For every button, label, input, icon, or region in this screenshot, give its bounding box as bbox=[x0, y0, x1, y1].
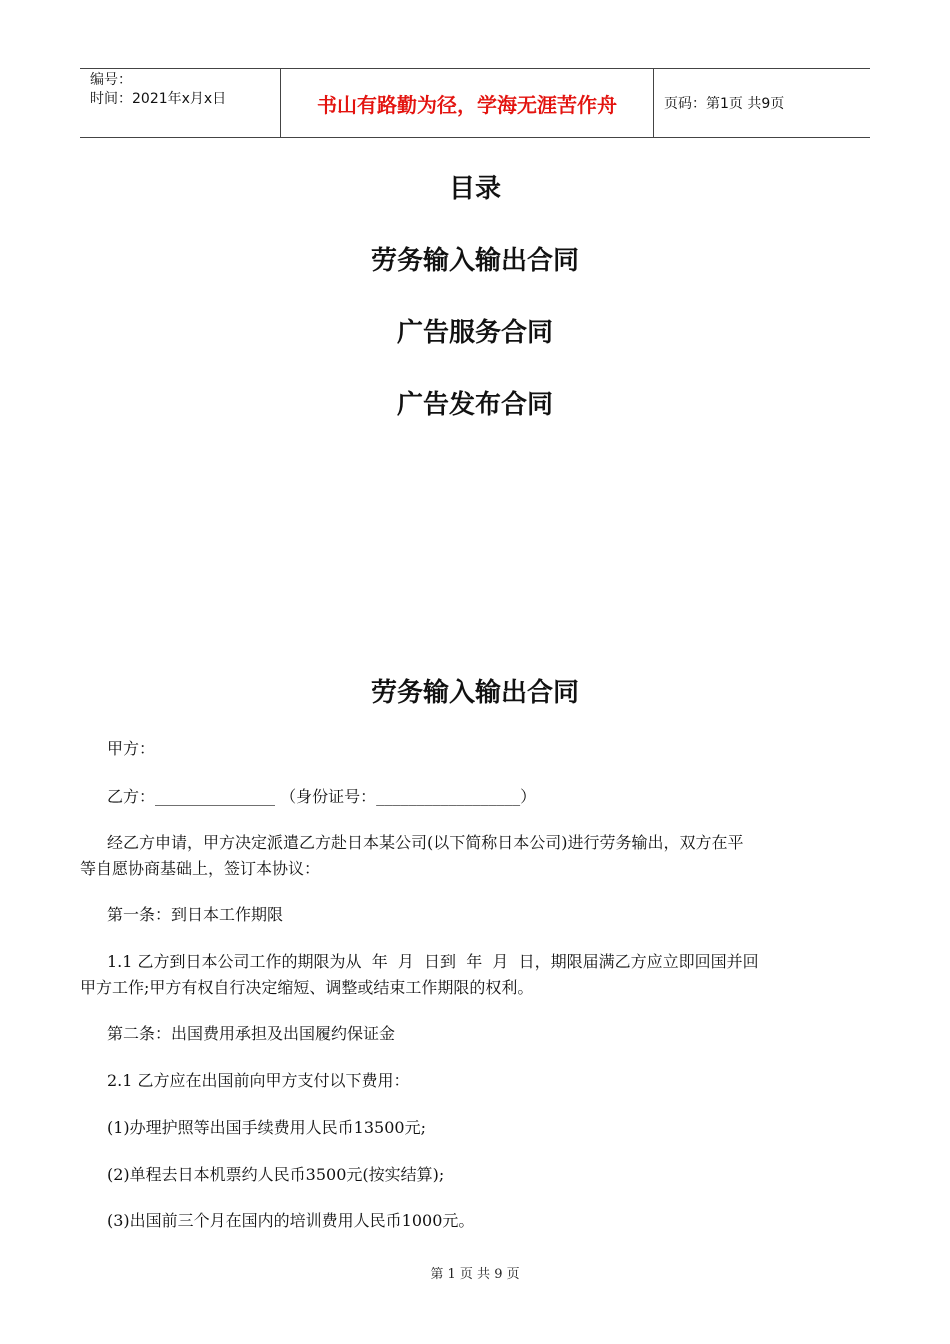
clause-1-1-line-2: 甲方工作;甲方有权自行决定缩短、调整或结束工作期限的权利。 bbox=[80, 978, 534, 997]
toc-item-1: 劳务输入输出合同 bbox=[370, 246, 579, 276]
time-label: 时间：2021年x月x日 bbox=[90, 91, 227, 107]
fee-item-2: (2)单程去日本机票约人民币3500元(按实结算); bbox=[107, 1165, 445, 1184]
toc-title: 目录 bbox=[448, 174, 501, 204]
toc-item-3: 广告发布合同 bbox=[396, 390, 553, 420]
contract-title: 劳务输入输出合同 bbox=[370, 678, 579, 708]
clause-1-1-line-1: 1.1 乙方到日本公司工作的期限为从 年 月 日到 年 月 日，期限届满乙方应立即回国并回 bbox=[107, 952, 759, 971]
intro-line-1: 经乙方申请，甲方决定派遣乙方赴日本某公司(以下简称日本公司)进行劳务输出，双方在平 bbox=[107, 833, 744, 852]
intro-line-2: 等自愿协商基础上，签订本协议： bbox=[80, 859, 321, 878]
fee-item-3: (3)出国前三个月在国内的培训费用人民币1000元。 bbox=[107, 1211, 475, 1230]
clause-2-1: 2.1 乙方应在出国前向甲方支付以下费用： bbox=[107, 1071, 410, 1090]
header-table bbox=[80, 68, 870, 138]
party-a: 甲方： bbox=[107, 739, 156, 758]
article-1: 第一条：到日本工作期限 bbox=[107, 905, 284, 924]
number-label: 编号： bbox=[90, 72, 132, 88]
page-footer: 第 1 页 共 9 页 bbox=[430, 1267, 520, 1282]
header-meta-cell bbox=[80, 69, 281, 137]
motto: 书山有路勤为径，学海无涯苦作舟 bbox=[281, 69, 654, 137]
toc-item-2: 广告服务合同 bbox=[396, 318, 553, 348]
party-b: 乙方：_______________ （身份证号：__________________） bbox=[107, 787, 537, 806]
page-info: 页码：第1页 共9页 bbox=[664, 96, 785, 112]
fee-item-1: (1)办理护照等出国手续费用人民币13500元; bbox=[107, 1118, 426, 1137]
article-2: 第二条：出国费用承担及出国履约保证金 bbox=[107, 1024, 396, 1043]
